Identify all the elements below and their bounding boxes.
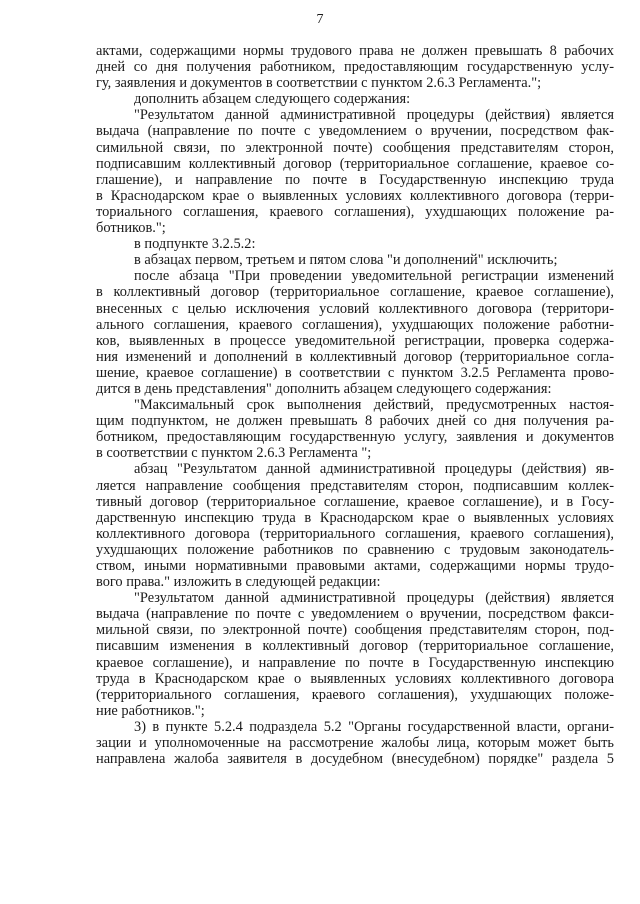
- text-line: зации и уполномоченные на рассмотрение жалобы лица, которым может быть: [96, 735, 614, 752]
- text-line: в подпункте 3.2.5.2:: [134, 236, 256, 253]
- text-line: подписавшим коллективный договор (территориальное соглашение, краевое со-: [96, 155, 614, 172]
- text-line: ухудшающих положение работников по сравнению с трудовым законодатель-: [96, 541, 614, 558]
- text-line: труда в Краснодарском крае о выявленных условиях коллективного договора: [96, 670, 614, 687]
- text-line: щим подпунктом, не должен превышать 8 рабочих дней со дня получения ра-: [96, 413, 614, 430]
- text-line: ние работников.";: [96, 702, 205, 719]
- text-line: коллективного договора (территориального соглашения, краевого соглашения),: [96, 525, 614, 542]
- text-line: после абзаца "При проведении уведомительной регистрации изменений: [134, 268, 614, 285]
- text-line: ального соглашения, краевого соглашения), ухудшающих положение работни-: [96, 316, 614, 333]
- text-line: глашение), и направление по почте в Государственную инспекцию труда: [96, 171, 614, 188]
- text-line: ботником, предоставляющим государственную услугу, заявления и документов: [96, 429, 614, 446]
- text-line: ботников.";: [96, 220, 166, 237]
- text-line: писавшим изменения в коллективный договор (территориальное соглашение,: [96, 638, 614, 655]
- text-line: внесенных с целью исключения условий коллективного договора (территори-: [96, 300, 614, 317]
- text-line: 3) в пункте 5.2.4 подраздела 5.2 "Органы государственной власти, органи-: [134, 718, 614, 735]
- text-line: в Краснодарском крае о выявленных условиях коллективного договора (терри-: [96, 187, 614, 204]
- text-line: "Результатом данной административной процедуры (действия) является: [134, 590, 614, 607]
- text-line: выдача (направление по почте с уведомлением о вручении, посредством факси-: [96, 606, 614, 623]
- text-line: дарственную инспекцию труда в Краснодарском крае о выявленных условиях: [96, 509, 614, 526]
- text-line: вого права." изложить в следующей редакции:: [96, 574, 381, 591]
- text-line: актами, содержащими нормы трудового права не должен превышать 8 рабочих: [96, 43, 614, 59]
- text-line: тивный договор (территориальное соглашение, краевое соглашение), и в Госу-: [96, 493, 614, 510]
- text-line: мильной связи, по электронной почте) сообщения представителям сторон, под-: [96, 622, 614, 639]
- text-line: "Максимальный срок выполнения действий, предусмотренных настоя-: [134, 397, 614, 414]
- text-line: дней со дня получения работником, предоставляющим государственную услу-: [96, 59, 614, 76]
- text-line: дится в день представления" дополнить абзацем следующего содержания:: [96, 380, 552, 397]
- text-line: в коллективный договор (территориальное соглашение, краевое соглашение),: [96, 284, 614, 301]
- document-body: [96, 43, 614, 767]
- text-line: ториального соглашения, краевого соглашения), ухудшающих положение ра-: [96, 203, 614, 220]
- page-number: 7: [316, 12, 324, 27]
- text-line: абзац "Результатом данной административной процедуры (действия) яв-: [134, 461, 614, 478]
- text-line: (территориального соглашения, краевого соглашения), ухудшающих положе-: [96, 686, 614, 703]
- text-line: ков, выявленных в процессе уведомительной регистрации, проверка содержа-: [96, 332, 614, 349]
- text-line: шение, краевое соглашение) в соответствии с пунктом 3.2.5 Регламента прово-: [96, 364, 614, 381]
- text-line: ния изменений и дополнений в коллективный договор (территориальное согла-: [96, 348, 614, 365]
- text-line: ством, иными нормативными правовыми актами, содержащими нормы трудо-: [96, 558, 614, 574]
- text-line: симильной связи, по электронной почте) сообщения представителям сторон,: [96, 139, 614, 156]
- text-line: в соответствии с пунктом 2.6.3 Регламента ";: [96, 445, 372, 462]
- text-line: "Результатом данной административной процедуры (действия) является: [134, 107, 614, 124]
- text-line: краевое соглашение), и направление по почте в Государственную инспекцию: [96, 654, 614, 671]
- text-line: дополнить абзацем следующего содержания:: [134, 91, 411, 108]
- text-line: направлена жалоба заявителя в досудебном (внесудебном) порядке" раздела 5: [96, 751, 614, 768]
- text-line: гу, заявления и документов в соответствии с пунктом 2.6.3 Регламента.";: [96, 75, 542, 92]
- text-line: выдача (направление по почте с уведомлением о вручении, посредством фак-: [96, 123, 614, 140]
- text-line: ляется направление сообщения представителям сторон, подписавшим коллек-: [96, 477, 614, 494]
- text-line: в абзацах первом, третьем и пятом слова "и дополнений" исключить;: [134, 252, 558, 269]
